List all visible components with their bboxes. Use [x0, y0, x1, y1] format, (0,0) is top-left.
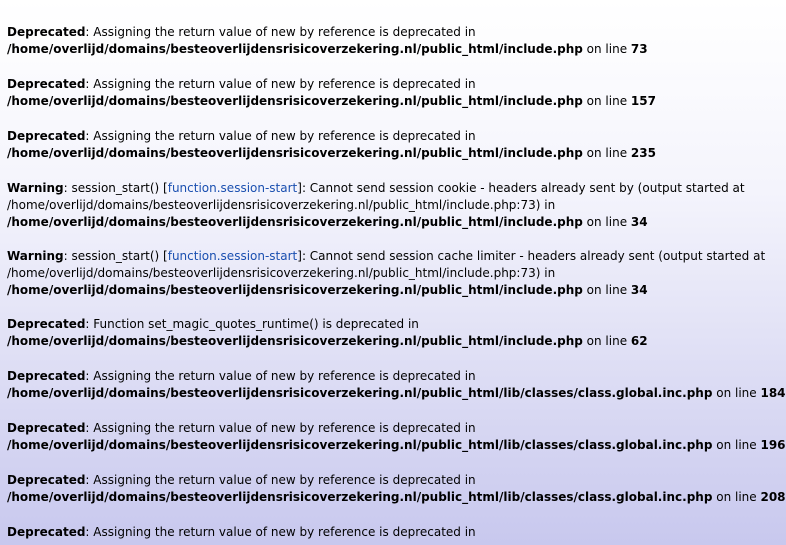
line-number: 208 — [760, 490, 786, 504]
line-number: 235 — [630, 146, 656, 160]
line-number: 62 — [630, 334, 648, 348]
file-path: /home/overlijd/domains/besteoverlijdensrisicoverzekering.nl/public_html/include.php — [7, 94, 583, 108]
message-text: : session_start() [ — [63, 181, 168, 195]
file-path: /home/overlijd/domains/besteoverlijdensrisicoverzekering.nl/public_html/lib/classes/class.global.inc.php — [7, 386, 713, 400]
deprecated-message — [7, 128, 727, 162]
warning-message — [7, 180, 745, 231]
deprecated-message — [7, 472, 786, 506]
file-path: /home/overlijd/domains/besteoverlijdensrisicoverzekering.nl/public_html/include.php — [7, 334, 583, 348]
message-level: Deprecated — [7, 129, 86, 143]
deprecated-message — [7, 316, 727, 350]
on-line-label: on line — [582, 94, 631, 108]
file-path: /home/overlijd/domains/besteoverlijdensrisicoverzekering.nl/public_html/lib/classes/class.global.inc.php — [7, 438, 713, 452]
message-level: Deprecated — [7, 421, 86, 435]
file-path: /home/overlijd/domains/besteoverlijdensrisicoverzekering.nl/public_html/include.php — [7, 146, 583, 160]
on-line-label: on line — [712, 490, 761, 504]
deprecated-message — [7, 368, 786, 402]
on-line-label: on line — [582, 42, 631, 56]
line-number: 157 — [630, 94, 656, 108]
file-path: /home/overlijd/domains/besteoverlijdensrisicoverzekering.nl/public_html/include.php — [7, 42, 583, 56]
message-level: Warning — [7, 181, 64, 195]
message-level: Deprecated — [7, 369, 86, 383]
message-level: Deprecated — [7, 25, 86, 39]
deprecated-message — [7, 76, 727, 110]
message-text: : Assigning the return value of new by reference is deprecated in — [85, 421, 476, 435]
message-text: : Assigning the return value of new by reference is deprecated in — [85, 369, 476, 383]
message-text: : Function set_magic_quotes_runtime() is deprecated in — [85, 317, 419, 331]
line-number: 196 — [760, 438, 786, 452]
message-text-line2: /home/overlijd/domains/besteoverlijdensrisicoverzekering.nl/public_html/include.php:73) in — [7, 198, 556, 212]
message-text: : Assigning the return value of new by reference is deprecated in — [85, 25, 476, 39]
message-text: : session_start() [ — [63, 249, 168, 263]
message-level: Deprecated — [7, 525, 86, 539]
file-path: /home/overlijd/domains/besteoverlijdensrisicoverzekering.nl/public_html/include.php — [7, 215, 583, 229]
line-number: 184 — [760, 386, 786, 400]
on-line-label: on line — [582, 334, 631, 348]
warning-message — [7, 248, 766, 299]
on-line-label: on line — [582, 283, 631, 297]
file-path: /home/overlijd/domains/besteoverlijdensrisicoverzekering.nl/public_html/include.php — [7, 283, 583, 297]
message-level: Deprecated — [7, 473, 86, 487]
on-line-label: on line — [712, 438, 761, 452]
message-text: : Assigning the return value of new by reference is deprecated in — [85, 525, 476, 539]
message-text-cont: ]: Cannot send session cache limiter - headers already sent (output started at — [297, 249, 766, 263]
file-path: /home/overlijd/domains/besteoverlijdensrisicoverzekering.nl/public_html/lib/classes/class.global.inc.php — [7, 490, 713, 504]
function-session-start-link[interactable]: function.session-start — [167, 181, 298, 195]
message-text: : Assigning the return value of new by reference is deprecated in — [85, 77, 476, 91]
message-level: Warning — [7, 249, 64, 263]
deprecated-message — [7, 420, 786, 454]
on-line-label: on line — [582, 215, 631, 229]
line-number: 34 — [630, 215, 648, 229]
message-text: : Assigning the return value of new by reference is deprecated in — [85, 473, 476, 487]
on-line-label: on line — [712, 386, 761, 400]
message-text-cont: ]: Cannot send session cookie - headers already sent by (output started at — [297, 181, 745, 195]
message-text-line2: /home/overlijd/domains/besteoverlijdensrisicoverzekering.nl/public_html/include.php:73) in — [7, 266, 556, 280]
message-text: : Assigning the return value of new by reference is deprecated in — [85, 129, 476, 143]
message-level: Deprecated — [7, 77, 86, 91]
message-level: Deprecated — [7, 317, 86, 331]
line-number: 34 — [630, 283, 648, 297]
function-session-start-link[interactable]: function.session-start — [167, 249, 298, 263]
line-number: 73 — [630, 42, 648, 56]
deprecated-message — [7, 24, 727, 58]
on-line-label: on line — [582, 146, 631, 160]
deprecated-message — [7, 524, 727, 541]
